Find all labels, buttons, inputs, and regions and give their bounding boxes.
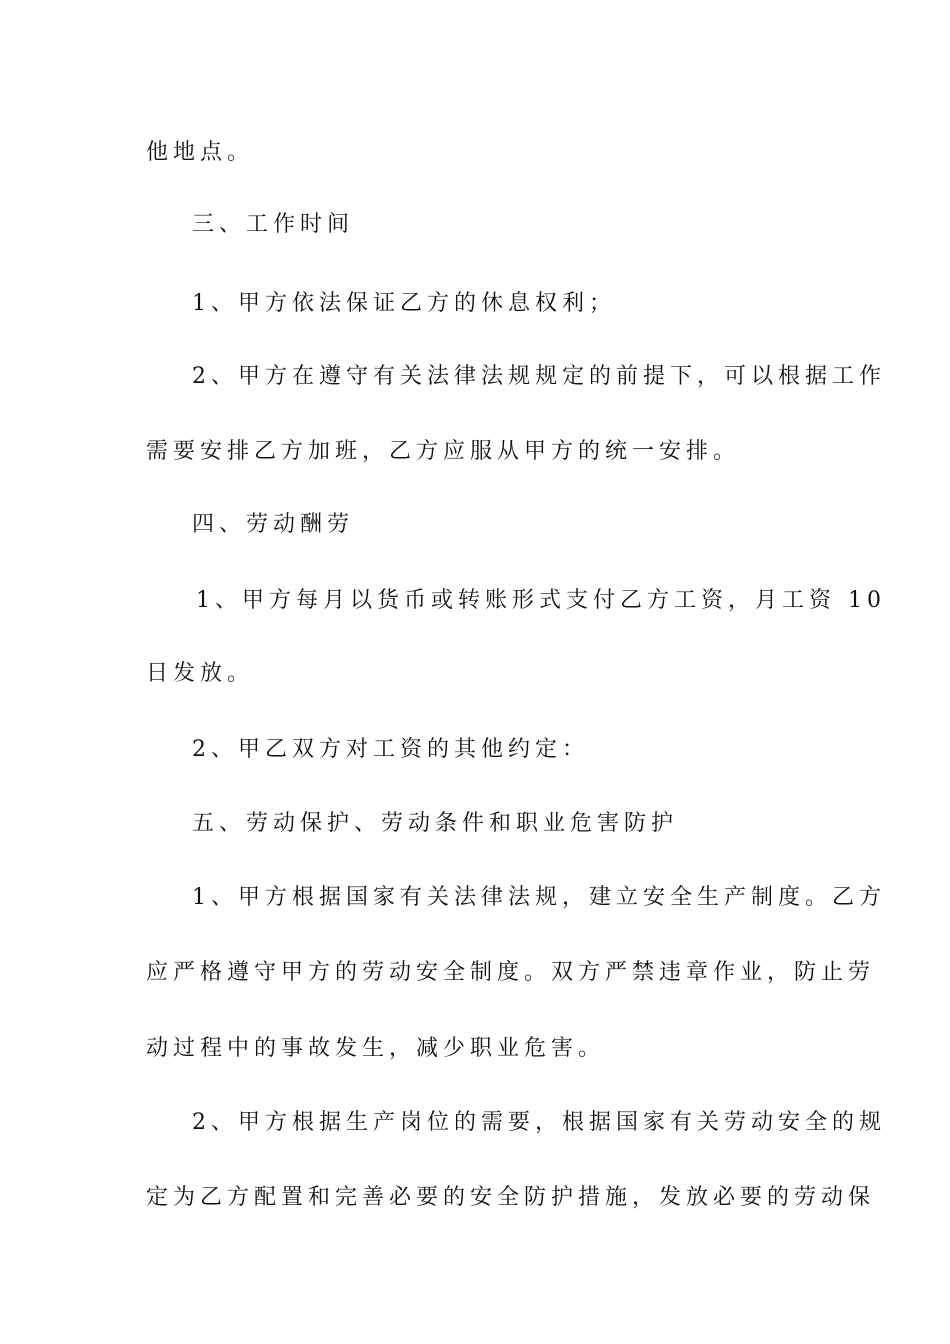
text-line: 1、甲方根据国家有关法律法规，建立安全生产制度。乙方 [192, 885, 886, 910]
section-heading: 五、劳动保护、劳动条件和职业危害防护 [192, 811, 679, 836]
section-heading: 四、劳动酬劳 [192, 512, 355, 537]
text-line: 1、甲方依法保证乙方的休息权利； [192, 291, 616, 316]
text-line: 他地点。 [146, 140, 255, 165]
text-line: 应严格遵守甲方的劳动安全制度。双方严禁违章作业，防止劳 [146, 960, 876, 985]
text-line: 1、甲方每月以货币或转账形式支付乙方工资，月工资 10 [196, 588, 886, 613]
section-heading: 三、工作时间 [192, 212, 355, 237]
text-line: 2、甲乙双方对工资的其他约定： [192, 737, 589, 762]
text-line: 2、甲方在遵守有关法律法规规定的前提下，可以根据工作 [192, 364, 886, 389]
text-line: 定为乙方配置和完善必要的安全防护措施，发放必要的劳动保 [146, 1185, 876, 1210]
text-line: 动过程中的事故发生，减少职业危害。 [146, 1036, 606, 1061]
text-line: 2、甲方根据生产岗位的需要，根据国家有关劳动安全的规 [192, 1110, 886, 1135]
text-line: 日发放。 [146, 661, 255, 686]
text-line: 需要安排乙方加班，乙方应服从甲方的统一安排。 [146, 439, 741, 464]
